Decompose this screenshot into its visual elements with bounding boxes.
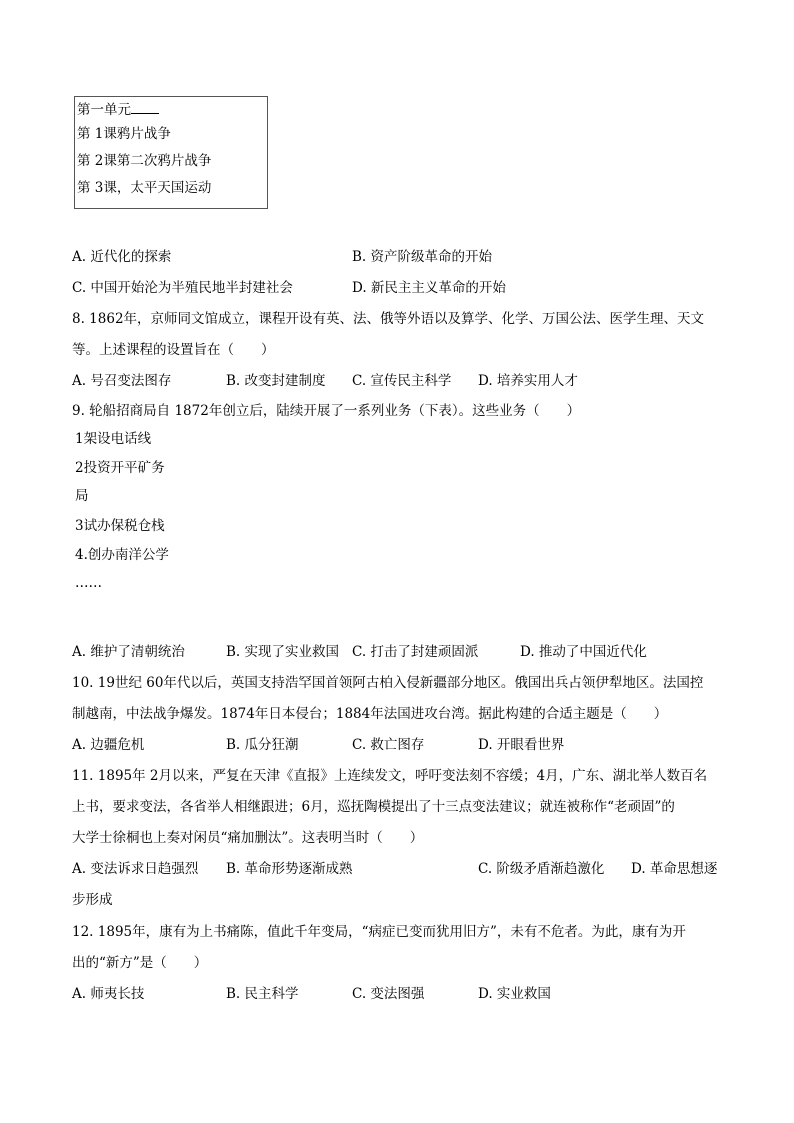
lesson-3: 第 3课，太平天国运动 (77, 180, 212, 196)
unit-outline-box (74, 96, 268, 209)
q8-option-d: D. 培养实用人才 (478, 373, 578, 389)
lesson-1: 第 1课鸦片战争 (77, 126, 171, 142)
q9-option-a: A. 维护了清朝统治 (72, 644, 185, 660)
q9-table-item-2: 2投资开平矿务 (75, 460, 165, 476)
q7-option-c: C. 中国开始沦为半殖民地半封建社会 (72, 280, 293, 296)
q10-stem-line-2: 制越南，中法战争爆发。1874年日本侵台；1884年法国进攻台湾。据此构建的合适主题是（ ） (72, 706, 668, 722)
q11-stem-line-2: 上书，要求变法，各省举人相继跟进；6月，巡抚陶模提出了十三点变法建议；就连被称作“老顽固”的 (72, 799, 675, 815)
q9-option-b: B. 实现了实业救国 (226, 644, 340, 660)
q11-option-d-wrap: 步形成 (72, 892, 113, 908)
q7-option-a: A. 近代化的探索 (72, 249, 172, 265)
q12-option-b: B. 民主科学 (226, 986, 299, 1002)
q11-stem-line-1: 11. 1895年 2月以来，严复在天津《直报》上连续发文，呼吁变法刻不容缓；4月，广东、湖北举人数百名 (72, 768, 708, 784)
q11-option-b: B. 革命形势逐渐成熟 (226, 861, 353, 877)
q9-table-ellipsis: …… (75, 575, 102, 591)
q8-stem-line-2: 等。上述课程的设置旨在（ ） (72, 342, 275, 358)
q10-option-a: A. 边疆危机 (72, 737, 145, 753)
q8-option-b: B. 改变封建制度 (226, 373, 326, 389)
q10-option-b: B. 瓜分狂潮 (226, 737, 299, 753)
q9-table-item-2-cont: 局 (75, 488, 89, 504)
q12-option-a: A. 师夷长技 (72, 986, 145, 1002)
q9-stem: 9. 轮船招商局自 1872年创立后，陆续开展了一系列业务（下表）。这些业务（ ） (72, 403, 581, 419)
q12-stem-line-2: 出的“新方”是（ ） (72, 955, 208, 971)
q12-option-c: C. 变法图强 (352, 986, 425, 1002)
lesson-2: 第 2课第二次鸦片战争 (77, 153, 212, 169)
q11-option-d: D. 革命思想逐 (631, 861, 718, 877)
q10-option-d: D. 开眼看世界 (478, 737, 565, 753)
q8-option-c: C. 宣传民主科学 (352, 373, 452, 389)
q8-option-a: A. 号召变法图存 (72, 373, 172, 389)
q9-option-c: C. 打击了封建顽固派 (352, 644, 479, 660)
q9-table-item-4: 4.创办南洋公学 (75, 547, 169, 563)
unit-title: 第一单元 (77, 101, 159, 118)
q9-table-item-3: 3试办保税仓栈 (75, 518, 165, 534)
q9-option-d: D. 推动了中国近代化 (520, 644, 647, 660)
fill-blank (131, 101, 159, 114)
q12-option-d: D. 实业救国 (478, 986, 551, 1002)
q7-option-d: D. 新民主主义革命的开始 (352, 280, 506, 296)
q11-stem-line-3: 大学士徐桐也上奏对闲员“痛加删汰”。这表明当时（ ） (72, 830, 424, 846)
q7-option-b: B. 资产阶级革命的开始 (352, 249, 493, 265)
q11-option-a: A. 变法诉求日趋强烈 (72, 861, 199, 877)
q10-option-c: C. 救亡图存 (352, 737, 425, 753)
q11-option-c: C. 阶级矛盾渐趋激化 (478, 861, 605, 877)
q8-stem-line-1: 8. 1862年，京师同文馆成立，课程开设有英、法、俄等外语以及算学、化学、万国公法、医学生理、天文 (72, 311, 705, 327)
q12-stem-line-1: 12. 1895年，康有为上书痛陈，值此千年变局，“病症已变而犹用旧方”，未有不危者。为此，康有为开 (72, 924, 686, 940)
q9-table-item-1: 1架设电话线 (75, 431, 152, 447)
q10-stem-line-1: 10. 19世纪 60年代以后，英国支持浩罕国首领阿古柏入侵新疆部分地区。俄国出兵占领伊犁地区。法国控 (72, 675, 704, 691)
